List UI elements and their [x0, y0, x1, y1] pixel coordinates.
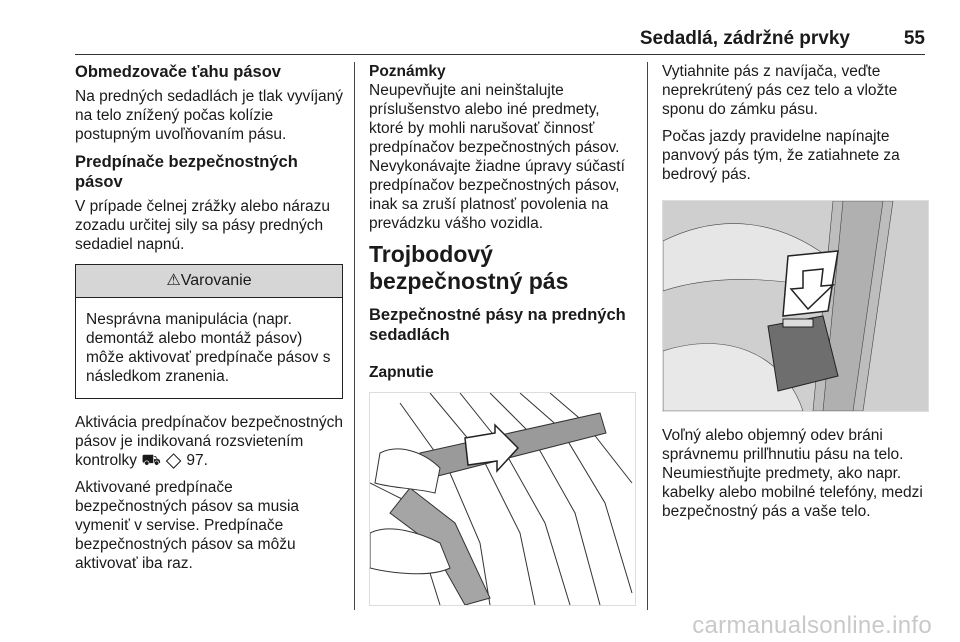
page-reference-icon: ◇	[165, 452, 183, 469]
watermark-text: carmanualsonline.info	[692, 612, 932, 639]
column-divider-2	[647, 62, 648, 610]
heading-belt-limiters: Obmedzovače ťahu pásov	[75, 63, 281, 81]
header-rule	[75, 54, 925, 55]
warning-box	[75, 264, 343, 399]
heading-pretensioners: Predpínače bezpečnostných pásov	[75, 153, 298, 191]
heading-three-point-belt: Trojbodový bezpečnostný pás	[369, 241, 569, 294]
column-3	[662, 62, 927, 529]
heading-front-seat-belts: Bezpečnostné pásy na predných sedadlách	[369, 306, 626, 344]
text-tension-belt: Počas jazdy pravidelne napínajte panvový pás tým, že zatiahnete za bedrový pás.	[662, 128, 900, 183]
watermark	[692, 612, 932, 640]
page-number: 55	[903, 28, 925, 49]
warning-text: Nesprávna manipulácia (napr. demontáž alebo montáž pásov) môže aktivovať predpínače pásov s následkom zranenia.	[86, 311, 331, 385]
warning-header	[76, 265, 342, 298]
text-belt-limiters: Na predných sedadlách je tlak vyvíjaný na telo znížený počas kolízie postupným uvoľňovaním pásu.	[75, 88, 343, 143]
text-clothing-warning: Voľný alebo objemný odev bráni správnemu prilľhnutiu pásu na telo. Neumiestňujte predmety, ako napr. kabelky alebo mobilné telefóny, medzi bezpečnostný pás a vaše telo.	[662, 427, 923, 520]
activation-text: Aktivácia predpínačov bezpečnostných pásov je indikovaná rozsvietením kontrolky	[75, 414, 343, 469]
text-replace: Aktivované predpínače bezpečnostných pásov sa musia vymeniť v servise. Predpínače bezpečnostných pásov sa môžu aktivovať iba raz.	[75, 479, 300, 572]
airbag-indicator-icon: ⛟	[141, 452, 161, 469]
text-pretensioners: V prípade čelnej zrážky alebo nárazu zozadu určitej sily sa pásy predných sedadiel napnú.	[75, 198, 331, 253]
warning-title: Varovanie	[180, 272, 252, 289]
page-header	[75, 28, 925, 54]
fastening-belt-drawing	[370, 393, 635, 605]
column-divider-1	[354, 62, 355, 610]
heading-fastening: Zapnutie	[369, 364, 434, 381]
page-reference[interactable]: 97.	[186, 452, 208, 469]
text-pull-belt: Vytiahnite pás z navíjača, veďte neprekrútený pás cez telo a vložte sponu do zámku pásu.	[662, 63, 898, 118]
column-1	[75, 62, 343, 581]
text-activation	[75, 413, 343, 470]
illustration-buckle	[662, 200, 929, 412]
column-2	[369, 62, 634, 606]
note-title: Poznámky	[369, 63, 446, 80]
section-title: Sedadlá, zádržné prvky	[639, 28, 850, 49]
note-body: Neupevňujte ani neinštalujte príslušenstvo alebo iné predmety, ktoré by mohli narušovať činnosť predpínačov bezpečnostných pásov. Nevykonávajte žiadne úpravy súčastí predpínačov bezpečnostných pásov, inak sa zruší platnosť povolenia na prevádzku vášho vozidla.	[369, 82, 625, 232]
warning-icon: ⚠	[166, 272, 181, 289]
buckle-drawing	[663, 201, 928, 411]
illustration-fastening-belt	[369, 392, 636, 606]
